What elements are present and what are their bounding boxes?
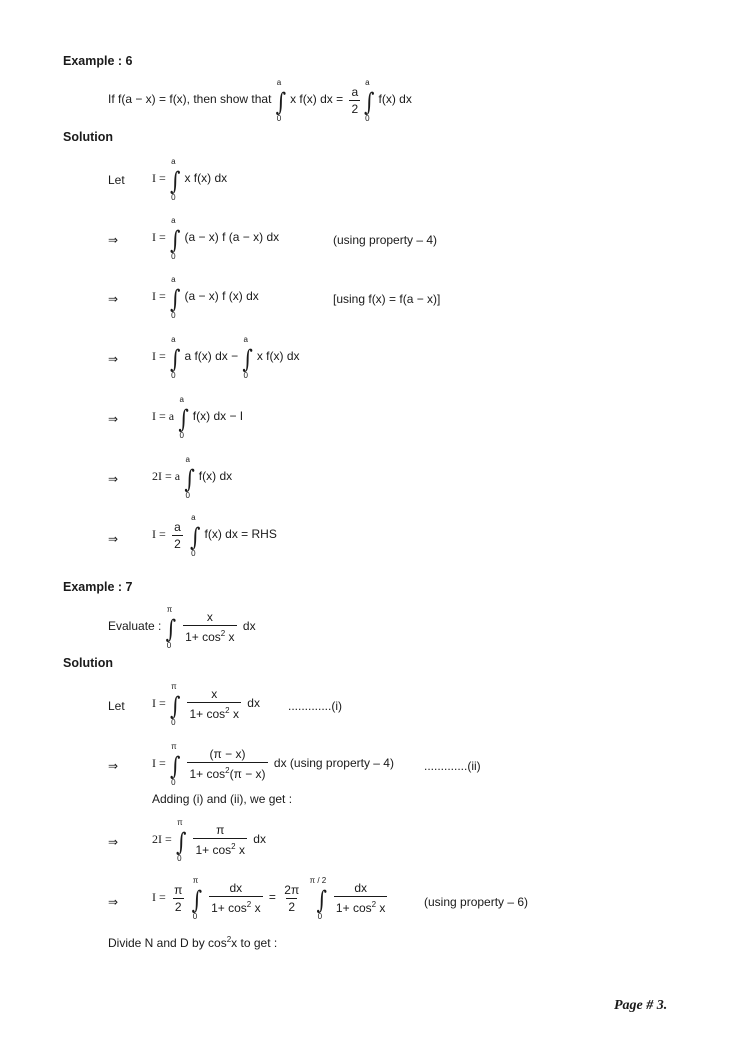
step-equation: I = ∫ π 0 $\frac{x}{1+ \cos^2 x}$ dx	[152, 682, 260, 727]
integral-sign: ∫ a 0	[275, 78, 287, 123]
step-prefix: Let	[108, 173, 125, 187]
step-equation: I = ∫ π 0 $\frac{(\pi - x)}{1+ \cos^2(\pi - x)}$ dx (using property – 4)	[152, 742, 394, 787]
solution-heading-7: Solution	[63, 656, 113, 670]
step-prefix: Let	[108, 699, 125, 713]
implies-arrow: ⇒	[108, 472, 119, 486]
implies-arrow: ⇒	[108, 412, 119, 426]
integral-sign: ∫ a 0	[364, 78, 375, 123]
example-6-statement: If f(a − x) = f(x), then show that ∫ a 0 x f(x) dx = $\frac{a}{2}$ ∫ a 0 f(x) dx	[108, 78, 412, 123]
page-number: Page # 3.	[614, 998, 668, 1013]
step-equation: I = ∫ a 0 x f(x) dx	[152, 157, 228, 202]
step-equation: I = $\frac{a}{2}$ ∫ a 0 f(x) dx = RHS	[152, 513, 277, 558]
example-7-statement: Evaluate : ∫ π 0 $\frac{x}{1+ \cos^2 x}$ dx	[108, 605, 256, 650]
divide-text: Divide N and D by $\cos^2x$ to get :	[108, 935, 278, 950]
implies-arrow: ⇒	[108, 895, 119, 909]
step-equation: 2I = ∫ π 0 $\frac{\pi}{1+ \cos^2 x}$ dx	[152, 818, 266, 863]
solution-heading-6: Solution	[63, 130, 113, 144]
step-equation: I = ∫ a 0 a f(x) dx − ∫ a 0 x f(x) dx	[152, 335, 300, 380]
step-note: (using property – 4)	[333, 233, 438, 247]
equation-tag: .............(i)	[288, 699, 342, 713]
fraction: $\frac{a}{2}$	[351, 84, 359, 116]
step-note: (using property – 6)	[424, 895, 529, 909]
equation-tag: .............(ii)	[424, 759, 481, 773]
step-equation: I = ∫ a 0 (a − x) f (a − x) dx	[152, 216, 280, 261]
adding-text: Adding (i) and (ii), we get :	[152, 792, 293, 806]
implies-arrow: ⇒	[108, 352, 119, 366]
implies-arrow: ⇒	[108, 233, 119, 247]
implies-arrow: ⇒	[108, 835, 119, 849]
implies-arrow: ⇒	[108, 292, 119, 306]
step-note: [using f(x) = f(a − x)]	[333, 292, 441, 306]
step-equation: I = $\frac{\pi}{2}$ ∫ π 0 $\frac{dx}{1+ \cos^2 x}$ = $\frac{2\pi}{2}$ ∫ π / 2 0 $\frac{dx}{1+ \cos^2 x}$	[152, 876, 386, 921]
step-equation: I = a ∫ a 0 f(x) dx − I	[152, 395, 244, 440]
example-6-heading: Example : 6	[63, 54, 133, 68]
example-7-heading: Example : 7	[63, 580, 133, 594]
statement-prefix: If f(a − x) = f(x), then show that	[108, 92, 272, 107]
implies-arrow: ⇒	[108, 759, 119, 773]
step-equation: 2I = a ∫ a 0 f(x) dx	[152, 455, 233, 500]
implies-arrow: ⇒	[108, 532, 119, 546]
step-equation: I = ∫ a 0 (a − x) f (x) dx	[152, 275, 259, 320]
